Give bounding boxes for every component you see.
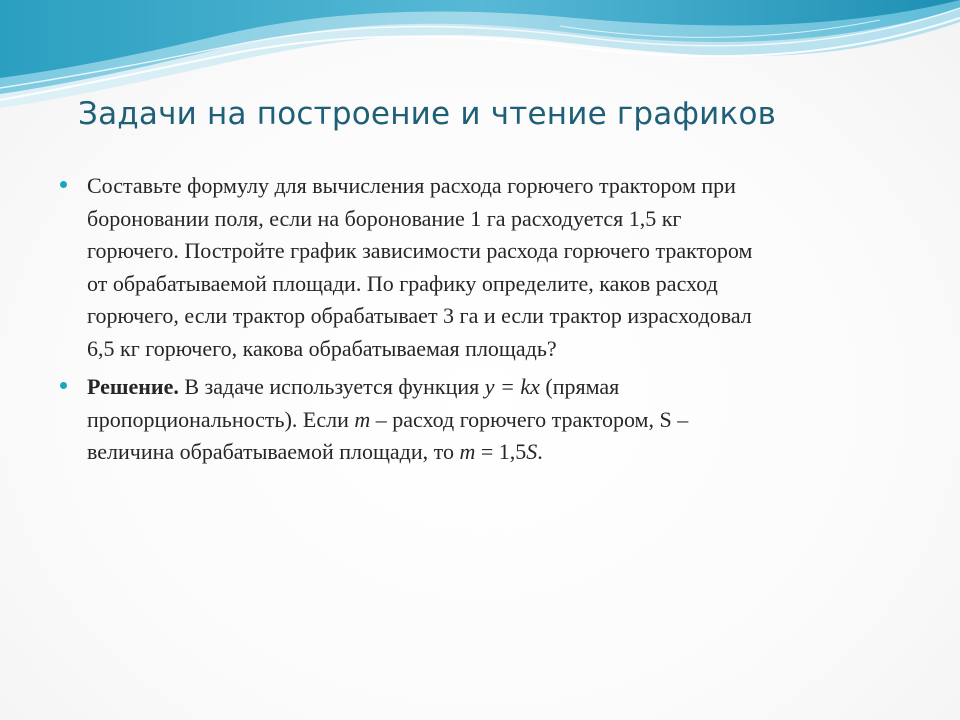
bullet-dot-icon — [60, 382, 67, 389]
task-text-line: горючего, если трактор обрабатывает 3 га и если трактор израсходовал — [87, 303, 752, 328]
variable-m: m — [459, 439, 476, 464]
task-text-line: горючего. Постройте график зависимости расхода горючего трактором — [87, 238, 753, 263]
variable-m: m — [354, 406, 371, 432]
bullet-dot-icon — [60, 181, 67, 188]
task-text-line: 6,5 кг горючего, какова обрабатываемая площадь? — [87, 335, 557, 361]
slide-content — [58, 170, 918, 469]
task-bullet — [58, 170, 918, 365]
solution-text: В задаче используется функция — [178, 374, 485, 399]
solution-text: (прямая — [539, 374, 620, 399]
solution-line — [87, 436, 918, 469]
solution-line — [87, 404, 918, 437]
solution-text: величина обрабатываемой площади, то — [87, 439, 460, 464]
task-text-line: бороновании поля, если на боронование 1 га расходуется 1,5 кг — [87, 205, 682, 231]
function-formula: y = kx — [484, 374, 540, 399]
solution-label: Решение. — [87, 374, 179, 399]
task-text-line: от обрабатываемой площади. По графику определите, каков расход — [87, 270, 718, 296]
solution-text: = 1,5 — [475, 439, 527, 464]
solution-text: – расход горючего трактором, S – — [370, 406, 689, 432]
solution-bullet — [58, 371, 918, 469]
variable-s: S — [526, 439, 538, 464]
solution-text: пропорциональность). Если — [87, 406, 355, 432]
slide-title: Задачи на построение и чтение графиков — [78, 96, 777, 132]
solution-line — [87, 371, 918, 404]
solution-text: . — [537, 439, 543, 464]
task-text-line: Составьте формулу для вычисления расхода горючего трактором при — [87, 173, 736, 198]
